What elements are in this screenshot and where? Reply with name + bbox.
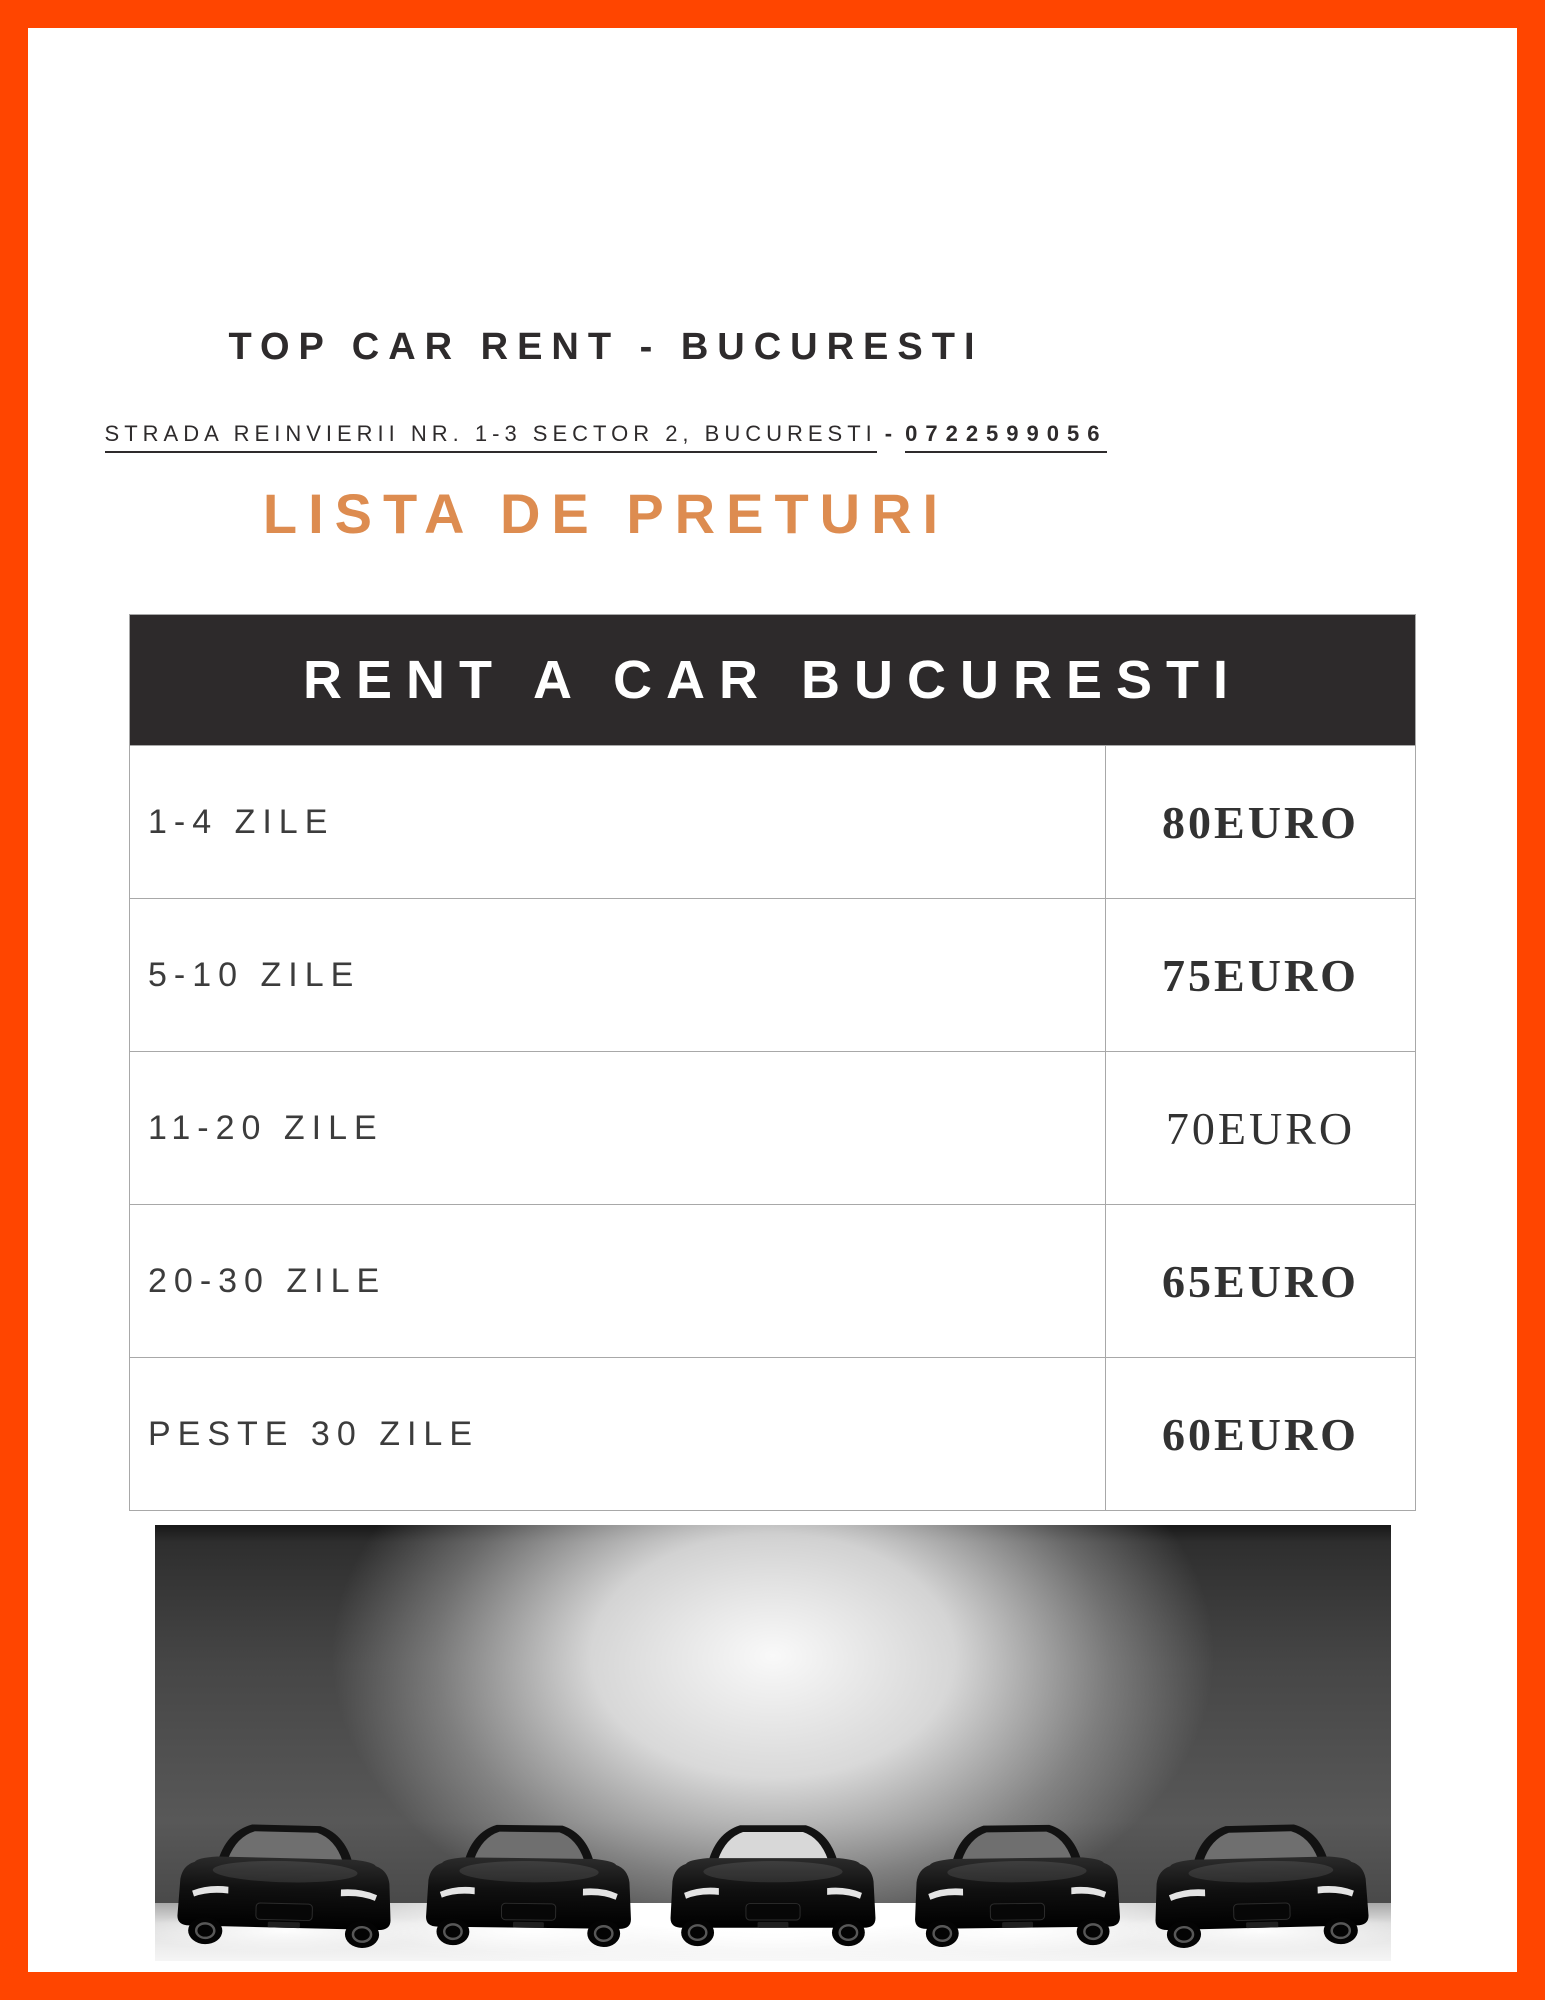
car-icon <box>163 1801 408 1952</box>
car-icon <box>412 1803 646 1951</box>
duration-cell: PESTE 30 ZILE <box>148 1414 479 1453</box>
car-icon <box>1139 1801 1384 1952</box>
table-row <box>130 745 1415 898</box>
price-table <box>129 614 1416 1511</box>
price-table-header: RENT A CAR BUCURESTI <box>130 615 1415 745</box>
car-icon <box>900 1803 1134 1951</box>
car-silhouette <box>901 1781 1133 1949</box>
showroom-photo <box>155 1525 1391 1961</box>
price-cell: 65EURO <box>1105 1205 1415 1357</box>
car-silhouette <box>657 1781 889 1949</box>
table-row <box>130 1204 1415 1357</box>
price-cell: 80EURO <box>1105 746 1415 898</box>
table-row <box>130 1357 1415 1510</box>
price-list-title: LISTA DE PRETURI <box>262 482 950 545</box>
table-row <box>130 898 1415 1051</box>
car-silhouette <box>169 1781 401 1949</box>
duration-cell: 1-4 ZILE <box>148 802 335 841</box>
table-row <box>130 1051 1415 1204</box>
car-silhouette <box>413 1781 645 1949</box>
price-cell: 60EURO <box>1105 1358 1415 1510</box>
price-table-body <box>130 745 1415 1510</box>
duration-cell: 5-10 ZILE <box>148 955 361 994</box>
address-separator: - <box>884 421 898 446</box>
duration-cell: 11-20 ZILE <box>148 1108 384 1147</box>
car-icon <box>657 1804 889 1949</box>
car-silhouette <box>1145 1781 1377 1949</box>
document-header <box>28 28 1184 546</box>
cars-row <box>155 1781 1391 1949</box>
company-title: TOP CAR RENT - BUCURESTI <box>228 326 984 368</box>
address-line <box>28 421 1184 447</box>
phone-number: 0722599056 <box>905 421 1107 453</box>
price-cell: 70EURO <box>1105 1052 1415 1204</box>
street-address: STRADA REINVIERII NR. 1-3 SECTOR 2, BUCURESTI <box>105 421 877 453</box>
duration-cell: 20-30 ZILE <box>148 1261 387 1300</box>
price-cell: 75EURO <box>1105 899 1415 1051</box>
